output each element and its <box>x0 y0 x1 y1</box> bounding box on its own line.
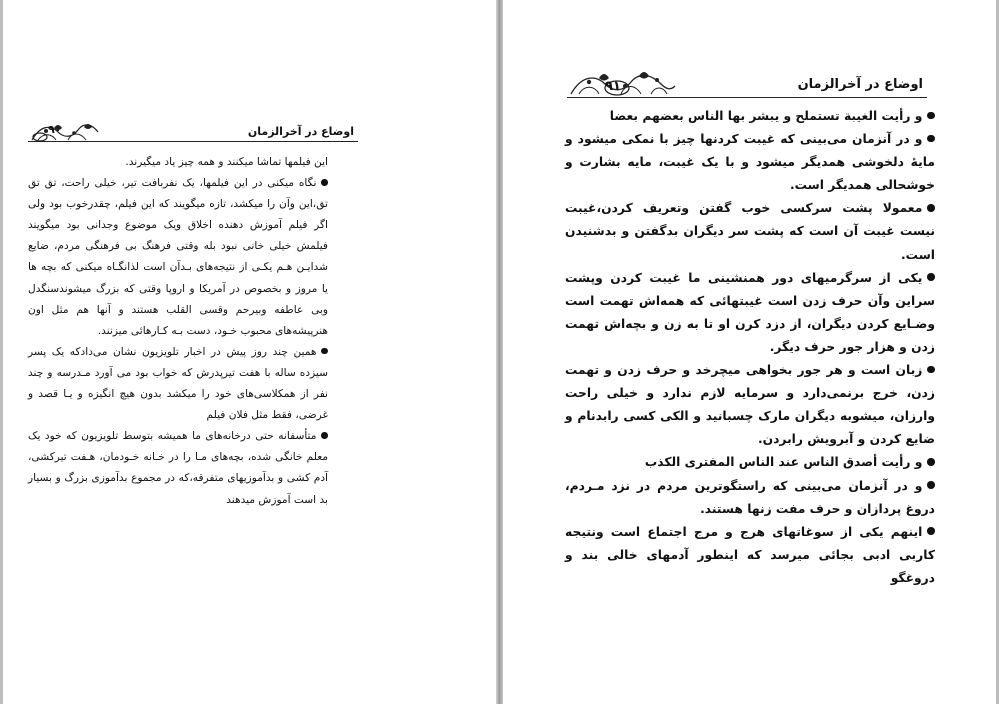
paragraph-text: نگاه میکنی در این فیلمها، یک نفربافت تیر، خیلی راحت، تق تق تق،این وآن را میکشد، تازه میگویند که این فیلم، چقدرخوب بود ولی اگر فیلم آموزش دهنده اخلاق ویک موضوع وجدانی بود میگویند فیلمش خیلی خانی نبود بله وقتی فرهنگ بی فرهنگی مردم، ضایع شدایـن هـم یکـی از نتیجه‌های بـدآن است لذانگـاه میکنی که بچه ها یا مروز و بخصوص در آمریکا و اروپا وقتی که بزرگ میشوندسنگدل وبی عاطفه وبیرحم وقسی القلب هستند و آنها هم مثل اون هنرپیشه‌های محبوب خـود، دست بـه کـارهائی میزنند. <box>28 177 328 337</box>
bullet-icon <box>321 348 328 355</box>
bullet-icon <box>927 481 935 489</box>
paragraph-text: همین چند روز پیش در اخبار تلویزیون نشان می‌دادکه یک پسر سیزده ساله با هفت تیرپدرش که خواب بود می آورد مـدرسه و چند نفر از همکلاسی‌های خود را میکشد بدون هیچ انگیزه و یـا قصد و غرضی، فقط مثل فلان فیلم <box>28 345 328 422</box>
paragraph <box>565 105 935 128</box>
paragraph-text: یکی از سرگرمیهای دور همنشینی ما غیبت کردن وپشت سراین وآن حرف زدن است غیبتهائی که همه‌اش تهمت است وضـایع کردن دیگران، از دزد کرن او تا به زن و بچه‌اش تهمت زدن و هزار جور حرف دیگر. <box>565 270 935 354</box>
running-header <box>28 114 358 144</box>
left-page <box>0 0 496 704</box>
book-gutter <box>496 0 503 704</box>
body-text <box>28 152 328 511</box>
paragraph <box>565 359 935 451</box>
header-title: اوضاع در آخرالزمان <box>247 125 354 138</box>
bullet-icon <box>927 135 935 143</box>
header-title: اوضاع در آخرالزمان <box>797 77 923 92</box>
paragraph-text: متأسفانه حتی درخانه‌های ما همیشه بتوسط تلویزیون که خود یک معلم خانگی شده، بچه‌های مـا را در خـانه خـودمان، هـفت تیرکشی، آدم کشی و بدآموزیهای متفرقه،که در مجموع بدآموزی بزرگ و بسیار بد است آموزش میدهند <box>28 430 328 506</box>
paragraph <box>28 152 328 173</box>
paragraph-text: معمولا پشت سرکسی خوب گفتن وتعریف کردن،غیبت نیست غیبت آن است که پشت سر دیگران بدگفتن و بدشنیدن است. <box>565 201 935 262</box>
paragraph-text: این فیلمها تماشا میکنند و همه چیز یاد میگیرند. <box>125 156 328 168</box>
running-header <box>567 64 927 100</box>
bullet-icon <box>321 432 328 439</box>
paragraph <box>565 197 935 266</box>
paragraph <box>565 475 935 521</box>
floral-ornament-icon <box>567 66 677 100</box>
paragraph <box>565 267 935 359</box>
page-number: ۹۱ <box>605 79 621 94</box>
body-text <box>565 105 935 590</box>
right-page <box>503 0 999 704</box>
paragraph-text: و در آنزمان می‌بینی که راستگوترین مردم در نزد مـردم، دروغ پردازان و حرف مفت زنها هستند. <box>565 478 935 516</box>
paragraph <box>28 173 328 342</box>
bullet-icon <box>927 366 935 374</box>
bullet-icon <box>927 273 935 281</box>
paragraph <box>28 342 328 426</box>
paragraph <box>28 426 328 510</box>
paragraph <box>565 521 935 590</box>
bullet-icon <box>927 458 935 466</box>
paragraph-text: اینهم یکی از سوغاتهای هرج و مرج اجتماع است ونتیجه کاربی ادبی بجائی میرسد که اینطور آدمهای خالی بند و دروغگو <box>565 524 935 585</box>
page-edge <box>0 0 3 704</box>
paragraph-text: زبان است و هر جور بخواهی میچرخد و حرف زدن و تهمت زدن، خرج برنمی‌دارد و سرمایه لازم ندارد و خیلی راحت وارزان، میشوبه دیگران مارک چسبانید و الکی کسی رابدنام و ضایع کردن و آبرویش رابردن. <box>565 363 935 447</box>
page-number: ۹۰ <box>48 123 62 136</box>
paragraph-text: و رأیت أصدق الناس عند الناس المفتری الکذب <box>644 455 923 470</box>
bullet-icon <box>321 179 328 186</box>
floral-ornament-icon <box>28 118 100 144</box>
paragraph-text: و رأیت الغیبة تستملح و یبشر بها الناس بعضهم بعضا <box>609 109 923 123</box>
paragraph-text: و در آنزمان می‌بینی که غیبت کردنها چیز با نمکی میشود و مایهٔ دلخوشی همدیگر میشود و با یک غیبت، مایه بشارت و خوشحالی همدیگر است. <box>565 132 935 193</box>
bullet-icon <box>927 204 935 212</box>
paragraph <box>565 128 935 197</box>
bullet-icon <box>927 112 935 120</box>
bullet-icon <box>927 527 935 535</box>
paragraph <box>565 451 935 474</box>
